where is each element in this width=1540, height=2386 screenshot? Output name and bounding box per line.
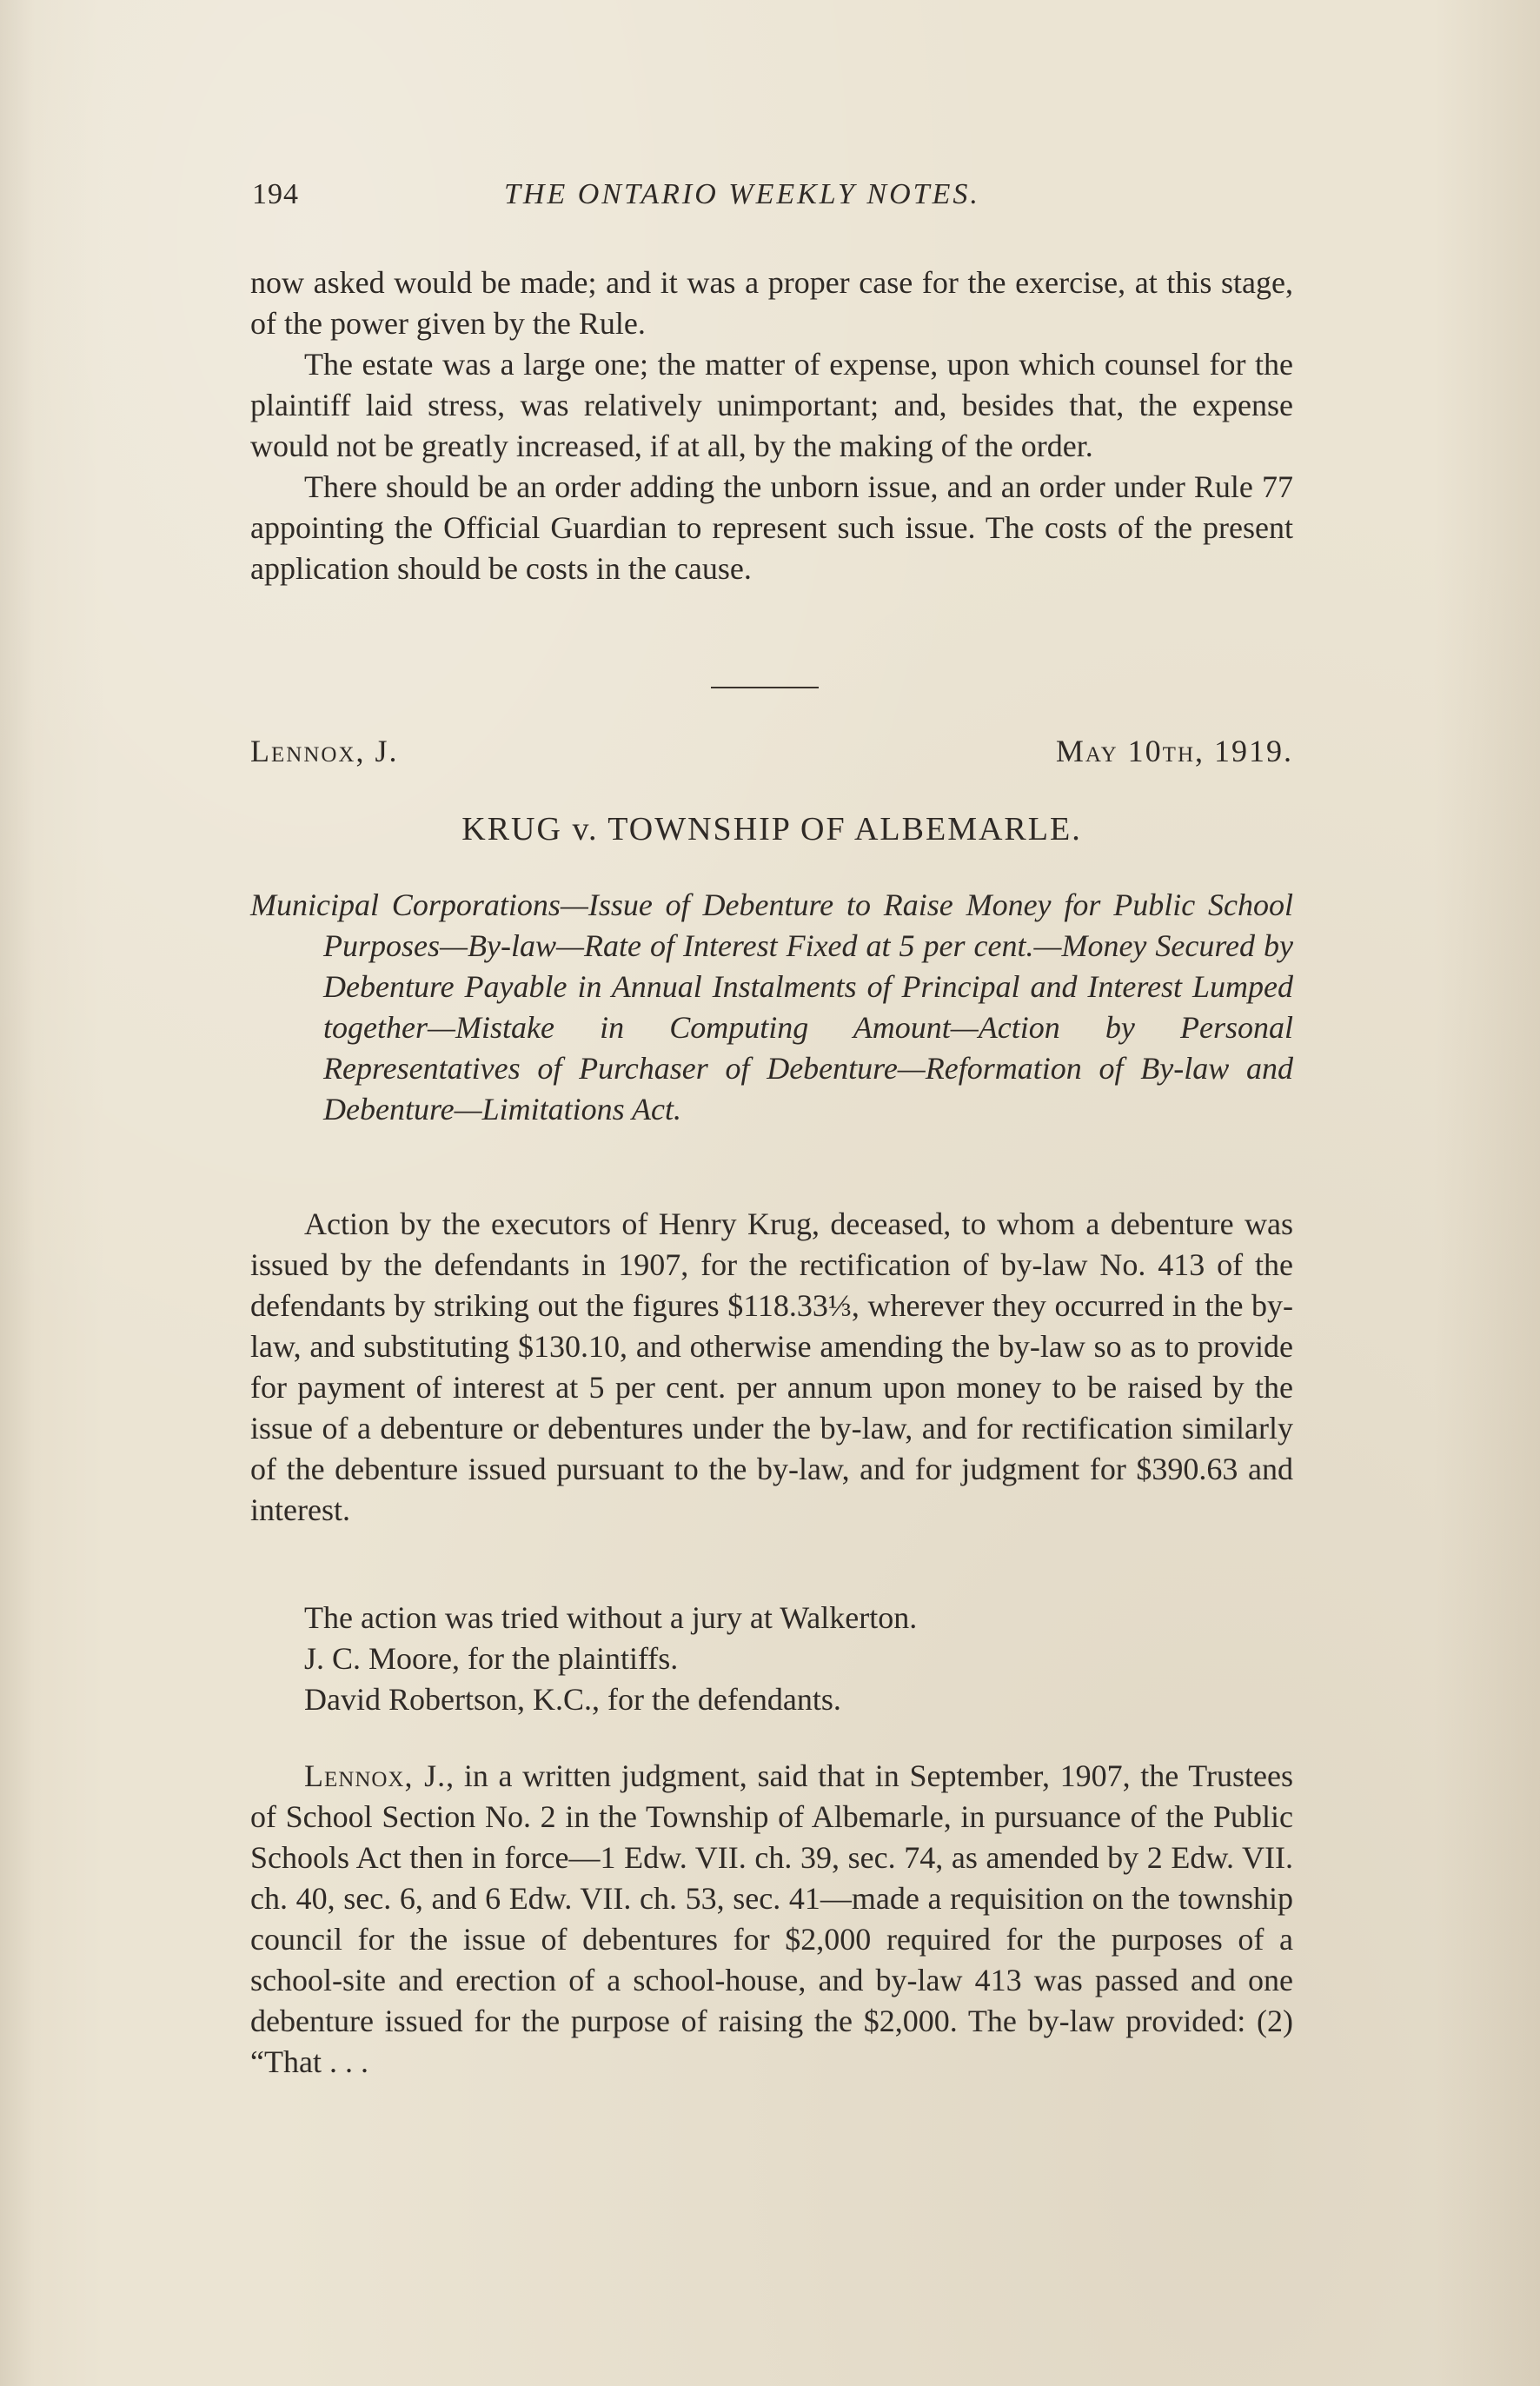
paragraph: now asked would be made; and it was a proper case for the exercise, at this stage, of the power given by the Rule. bbox=[250, 265, 1293, 341]
case-summary: Action by the executors of Henry Krug, deceased, to whom a debenture was issued by the defendants in 1907, for the rectification of by-law No. 413 of the defendants by striking out the figures $118.33⅓, wherever they occurred in the by-law, and substituting $130.10, and otherwise amending the by-law so as to provide for payment of interest at 5 per cent. per annum upon money to be raised by the issue of a debenture or debentures under the by-law, and for rectification similarly of the debenture issued pursuant to the by-law, and for judgment for $390.63 and interest. bbox=[250, 1206, 1293, 1527]
case-title: KRUG v. TOWNSHIP OF ALBEMARLE. bbox=[461, 811, 1082, 847]
section-divider bbox=[711, 687, 819, 688]
trial-note: The action was tried without a jury at Walkerton. bbox=[304, 1600, 918, 1635]
judge-name: Lennox, J. bbox=[250, 734, 399, 768]
paragraph: The estate was a large one; the matter of expense, upon which counsel for the plaintiff laid stress, was relatively unimportant; and, besides that, the expense would not be greatly increased, if at all, by the making of the order. bbox=[250, 347, 1293, 463]
paragraph: There should be an order adding the unborn issue, and an order under Rule 77 appointing the Official Guardian to represent such issue. The costs of the present application should be costs in the cause. bbox=[250, 469, 1293, 586]
case-summary-block bbox=[250, 1204, 1293, 1531]
case-headnote: Municipal Corporations—Issue of Debenture to Raise Money for Public School Purposes—By-law—Rate of Interest Fixed at 5 per cent.—Money Secured by Debenture Payable in Annual Instalments of Principal and Interest Lumped together—Mistake in Computing Amount—Action by Personal Representatives of Purchaser of Debenture—Reformation of By-law and Debenture—Limitations Act. bbox=[250, 887, 1293, 1127]
case-date: May 10th, 1919. bbox=[1055, 734, 1293, 768]
judgment-paragraph bbox=[250, 1756, 1293, 2083]
judgment-judge: Lennox, J. bbox=[304, 1758, 447, 1793]
opening-text bbox=[250, 263, 1293, 589]
judgment-text: , in a written judgment, said that in September, 1907, the Trustees of School Section No. 2 in the Township of Albemarle, in pursuance of the Public Schools Act then in force—1 Edw. VII. ch. 39, sec. 74, as amended by 2 Edw. VII. ch. 40, sec. 6, and 6 Edw. VII. ch. 53, sec. 41—made a requisition on the township council for the issue of debentures for $2,000 required for the purposes of a school-site and erection of a school-house, and by-law 413 was passed and one debenture issued for the purpose of raising the $2,000. The by-law provided: (2) “That . . . bbox=[250, 1758, 1293, 2079]
page-number: 194 bbox=[252, 178, 299, 210]
journal-title: THE ONTARIO WEEKLY NOTES. bbox=[504, 178, 980, 210]
trial-and-counsel bbox=[250, 1598, 1293, 1720]
case-judge-date-line bbox=[250, 733, 1293, 776]
running-head bbox=[252, 178, 1295, 230]
defendants-counsel: David Robertson, K.C., for the defendants. bbox=[304, 1682, 841, 1717]
plaintiffs-counsel: J. C. Moore, for the plaintiffs. bbox=[304, 1641, 679, 1676]
judgment-block bbox=[250, 1756, 1293, 2083]
